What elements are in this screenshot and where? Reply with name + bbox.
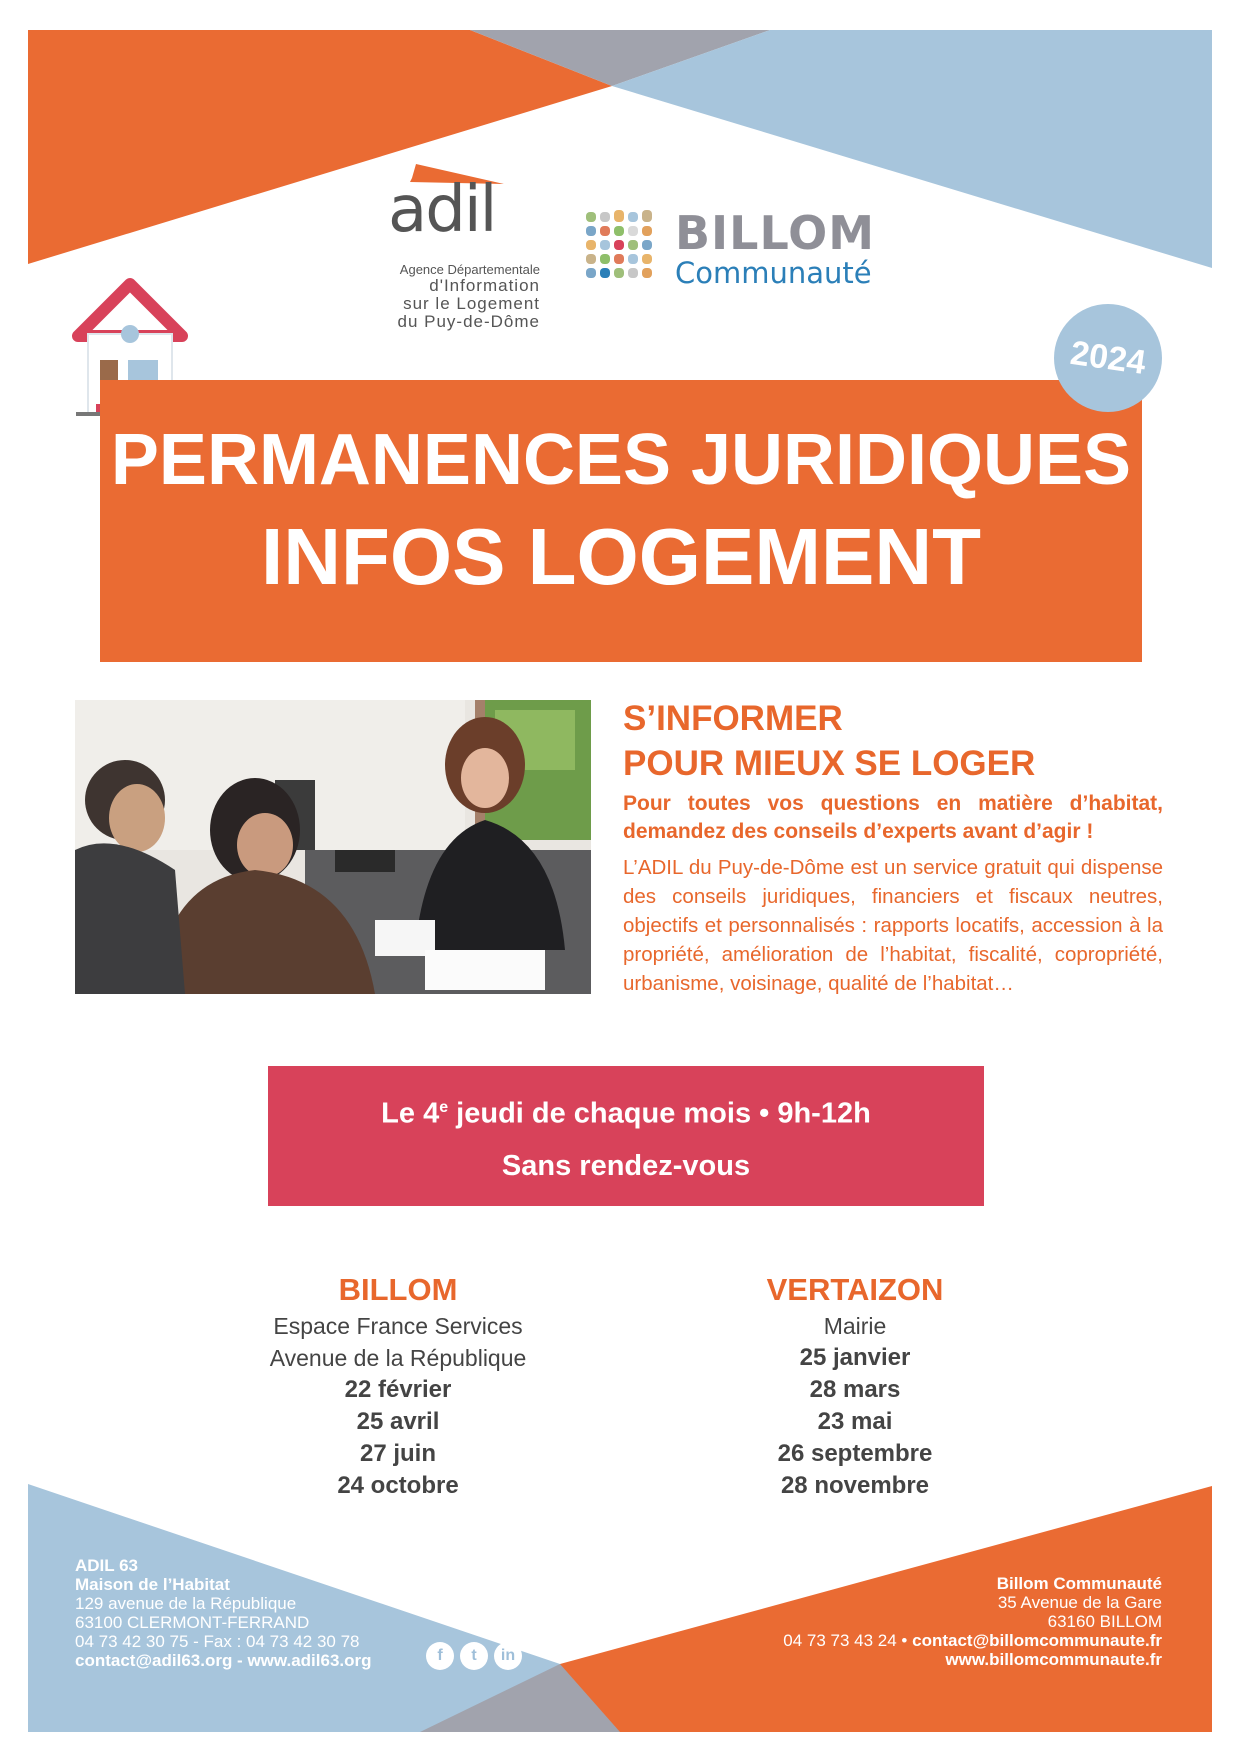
twitter-icon[interactable]: t <box>460 1642 488 1670</box>
linkedin-icon[interactable]: in <box>494 1642 522 1670</box>
location-date: 23 mai <box>817 1408 893 1435</box>
adil-subtitle-line: d'Information <box>429 276 540 295</box>
schedule-box <box>268 1066 984 1206</box>
title-banner <box>100 380 1142 662</box>
year-badge-text: 2024 <box>1067 333 1149 383</box>
consultation-photo <box>75 700 591 994</box>
adil-subtitle-line: Agence Départementale <box>399 262 540 277</box>
footer-billom-phone-line <box>700 1631 1162 1650</box>
footer-billom-phone: 04 73 73 43 24 • <box>783 1631 913 1650</box>
title-line-1: PERMANENCES JURIDIQUES <box>110 420 1132 500</box>
billom-logo-name: BILLOM <box>675 206 876 260</box>
schedule-superscript: e <box>439 1099 449 1116</box>
adil-wordmark: adil <box>388 173 496 247</box>
location-name: VERTAIZON <box>766 1272 944 1307</box>
footer-billom-org: Billom Communauté <box>996 1574 1162 1593</box>
info-body: L’ADIL du Puy-de-Dôme est un service gratuit qui dispense des conseils juridiques, financiers et fiscaux neutres, objectifs et personnalisés : rapports locatifs, accession à la propriété, amélioration de l’habitat, fiscalité, copropriété, urbanisme, voisinage, qualité de l’habitat… <box>623 856 1163 995</box>
footer-adil-org: ADIL 63 <box>75 1556 138 1575</box>
location-date: 26 septembre <box>777 1440 933 1467</box>
info-heading-line-2: POUR MIEUX SE LOGER <box>623 744 1036 783</box>
location-date: 28 novembre <box>780 1472 930 1499</box>
schedule-prefix: Le 4 <box>381 1097 440 1130</box>
adil-subtitle <box>388 262 540 331</box>
schedule-rest: jeudi de chaque mois • 9h-12h <box>448 1097 871 1130</box>
year-badge <box>1054 304 1162 412</box>
info-heading <box>623 696 1035 786</box>
location-date: 24 octobre <box>337 1472 459 1499</box>
footer-billom-city: 63160 BILLOM <box>1047 1612 1162 1631</box>
location-name: BILLOM <box>338 1272 458 1307</box>
location-place: Espace France Services <box>273 1313 523 1339</box>
top-left-orange-shape <box>28 30 612 264</box>
footer-adil-web[interactable]: contact@adil63.org - www.adil63.org <box>75 1651 372 1670</box>
adil-subtitle-line: sur le Logement <box>403 294 540 313</box>
info-lead: Pour toutes vos questions en matière d’habitat, demandez des conseils d’experts avant d’agir ! <box>623 792 1163 843</box>
location-address: Avenue de la République <box>269 1345 527 1371</box>
location-billom <box>218 1270 578 1502</box>
footer-adil-city: 63100 CLERMONT-FERRAND <box>75 1613 310 1632</box>
billom-logo-subname: Communauté <box>675 256 872 290</box>
footer-billom-street: 35 Avenue de la Gare <box>997 1593 1162 1612</box>
footer-adil-phone: 04 73 42 30 75 - Fax : 04 73 42 30 78 <box>75 1632 360 1651</box>
footer-billom-email[interactable]: contact@billomcommunaute.fr <box>912 1631 1162 1650</box>
location-date: 22 février <box>344 1376 452 1403</box>
schedule-line-1 <box>268 1088 984 1134</box>
location-place: Mairie <box>823 1313 887 1339</box>
location-date: 27 juin <box>359 1440 437 1467</box>
title-line-2: INFOS LOGEMENT <box>261 512 981 601</box>
footer-adil-contact <box>75 1556 372 1670</box>
location-vertaizon <box>675 1270 1035 1502</box>
adil-subtitle-line: du Puy-de-Dôme <box>397 312 540 331</box>
schedule-line-2: Sans rendez-vous <box>501 1150 751 1182</box>
location-date: 25 janvier <box>799 1344 911 1371</box>
info-heading-line-1: S’INFORMER <box>623 699 843 738</box>
facebook-icon[interactable]: f <box>426 1642 454 1670</box>
location-date: 28 mars <box>809 1376 901 1403</box>
billom-communaute-logo <box>583 208 883 288</box>
footer-adil-house: Maison de l’Habitat <box>75 1575 230 1594</box>
footer-billom-contact <box>700 1574 1162 1669</box>
footer-adil-street: 129 avenue de la République <box>75 1594 297 1613</box>
location-date: 25 avril <box>356 1408 440 1435</box>
footer-billom-web[interactable]: www.billomcommunaute.fr <box>945 1650 1162 1669</box>
